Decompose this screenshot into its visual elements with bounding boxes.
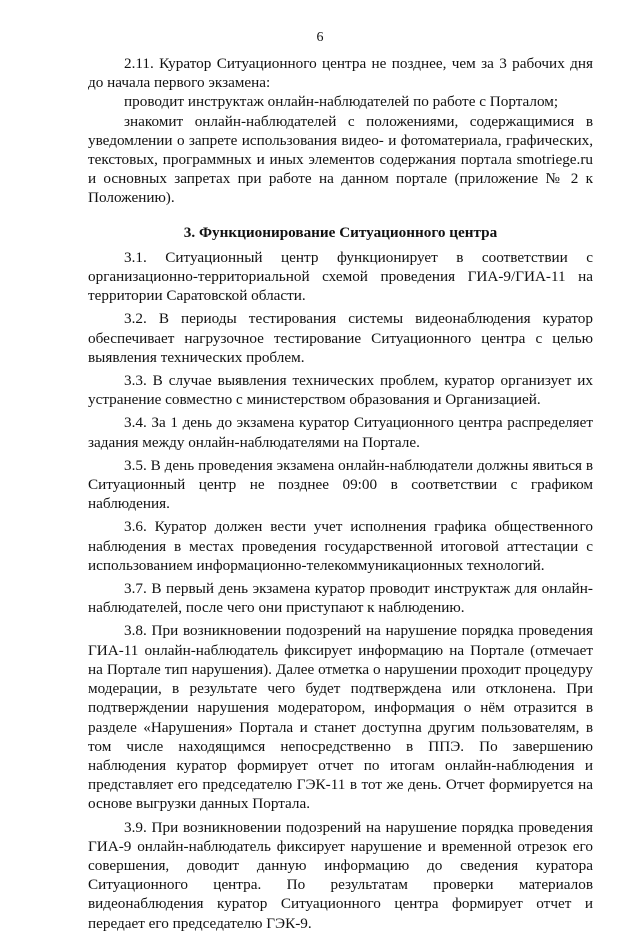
page-number: 6 (316, 30, 324, 45)
list-item-familiarize: знакомит онлайн-наблюдателей с положениями, содержащимися в уведомлении о запрете использования видео- и фотоматериала, графических, текстовых, программных и иных элементов содержания портала smotriege.ru и основных запретах при работе на данном портале (приложение № 2 к Положению). (88, 112, 593, 207)
section-heading: 3. Функционирование Ситуационного центра (183, 223, 498, 241)
paragraph-3-2: 3.2. В периоды тестирования системы видеонаблюдения куратор обеспечивает нагрузочное тестирование Ситуационного центра с целью выявления технических проблем. (88, 310, 593, 366)
document-body (88, 54, 593, 933)
paragraph-2-11: 2.11. Куратор Ситуационного центра не позднее, чем за 3 рабочих дня до начала первого экзамена: (88, 55, 593, 92)
list-item-instruction: проводит инструктаж онлайн-наблюдателей по работе с Порталом; (124, 93, 559, 111)
paragraph-3-4: 3.4. За 1 день до экзамена куратор Ситуационного центра распределяет задания между онлайн-наблюдателями на Портале. (88, 414, 593, 451)
paragraph-3-8: 3.8. При возникновении подозрений на нарушение порядка проведения ГИА-11 онлайн-наблюдатель фиксирует информацию на Портале (отмечает на Портале тип нарушения). Далее отметка о нарушении проходит процедуру модерации, в результате чего будет подтверждена или отклонена. При подтверждении нарушения модератором, информация о нём отразится в разделе «Нарушения» Портала и станет доступна другим пользователям, в том числе находящимся непосредственно в ППЭ. По завершению наблюдения куратор формирует отчет по итогам онлайн-наблюдения и представляет его председателю ГЭК-11 в тот же день. Отчет формируется на основе выгрузки данных Портала. (88, 622, 593, 813)
paragraph-3-3: 3.3. В случае выявления технических проблем, куратор организует их устранение совместно с министерством образования и Организацией. (88, 372, 593, 409)
paragraph-3-6: 3.6. Куратор должен вести учет исполнения графика общественного наблюдения в местах проведения государственной итоговой аттестации с использованием информационно-телекоммуникационных технологий. (88, 518, 593, 574)
paragraph-3-1: 3.1. Ситуационный центр функционирует в соответствии с организационно-территориальной схемой проведения ГИА-9/ГИА-11 на территории Саратовской области. (88, 248, 593, 305)
paragraph-3-7: 3.7. В первый день экзамена куратор проводит инструктаж для онлайн-наблюдателей, после чего они приступают к наблюдению. (88, 580, 593, 617)
paragraph-3-9: 3.9. При возникновении подозрений на нарушение порядка проведения ГИА-9 онлайн-наблюдатель фиксирует нарушение и временной отрезок его совершения, доводит данную информацию до сведения куратора Ситуационного центра. По результатам проверки материалов видеонаблюдения куратор Ситуационного центра формирует отчет и передает его председателю ГЭК-9. (88, 818, 593, 932)
paragraph-3-5: 3.5. В день проведения экзамена онлайн-наблюдатели должны явиться в Ситуационный центр не позднее 09:00 в соответствии с графиком наблюдения. (88, 456, 593, 513)
